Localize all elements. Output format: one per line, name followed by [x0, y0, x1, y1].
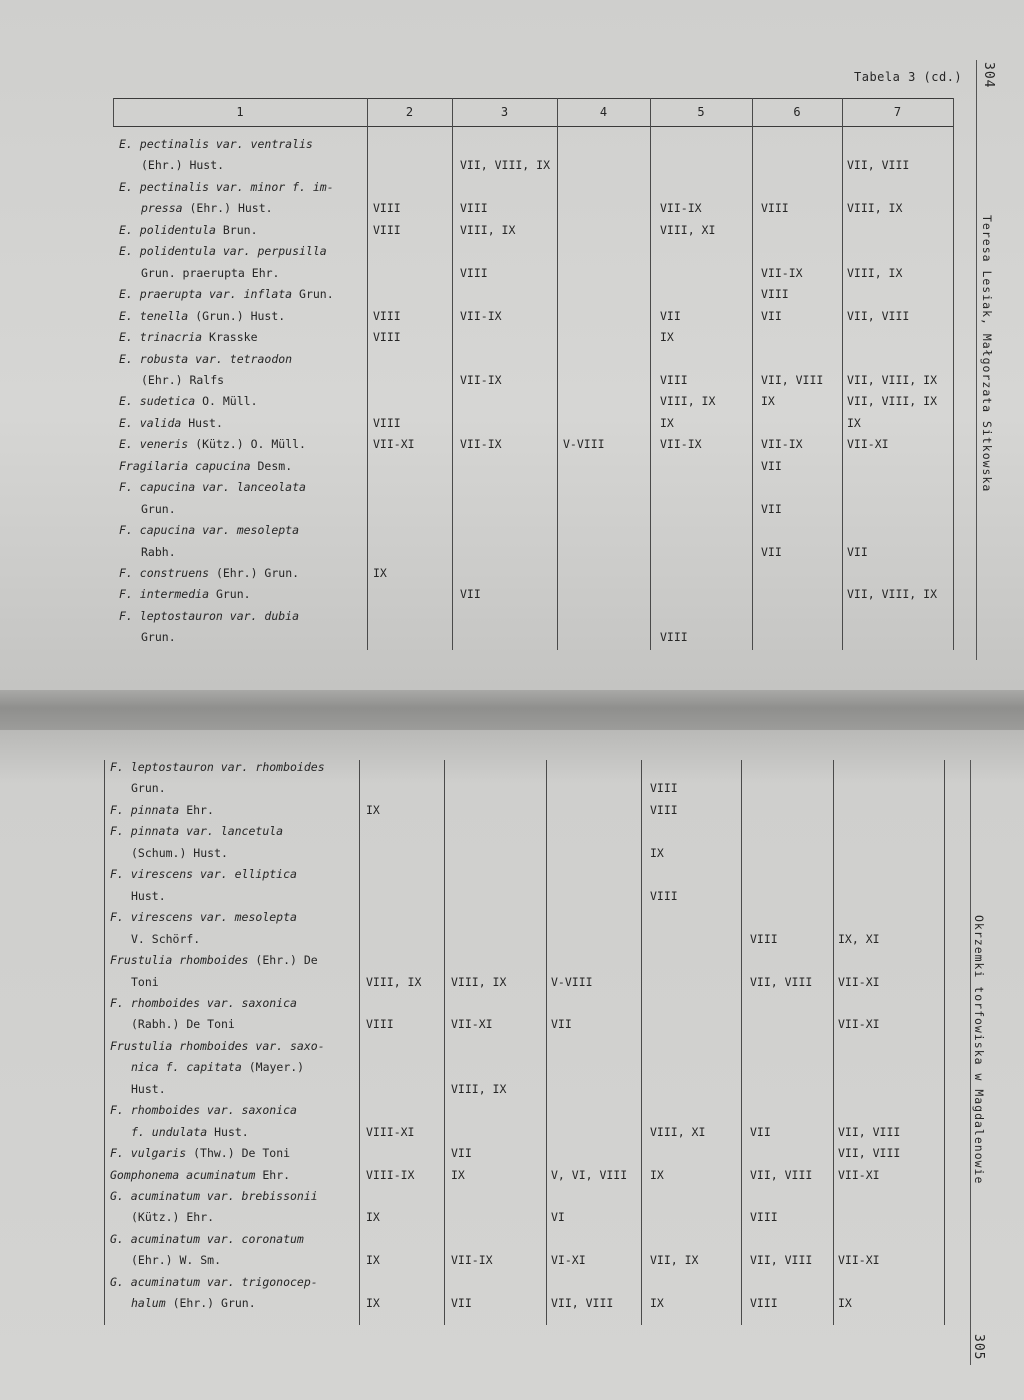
month-cell-col-3: VII	[451, 1296, 472, 1311]
month-cell-col-4: VII	[551, 1017, 572, 1032]
month-cell-col-6: VII	[761, 544, 782, 559]
table-row	[0, 220, 1024, 241]
taxon-species: Fragilaria capucina	[119, 458, 251, 473]
taxon-name	[131, 843, 228, 864]
taxon-name	[141, 542, 176, 563]
table-row	[0, 1057, 1024, 1078]
taxon-species: E. pectinalis var. minor f. im-	[119, 179, 334, 194]
table-row	[0, 327, 1024, 348]
taxon-author: Desm.	[257, 458, 293, 473]
taxon-name	[141, 155, 224, 176]
taxon-name	[110, 757, 325, 778]
taxon-species: E. trinacria	[119, 330, 203, 345]
taxon-author: (Ehr.) Hust.	[189, 201, 273, 216]
table-row	[0, 413, 1024, 434]
taxon-author: Grun.	[215, 587, 251, 602]
month-cell-col-5: VIII	[650, 781, 678, 796]
month-cell-col-5: IX	[650, 845, 664, 860]
page-number-305: 305	[971, 1334, 986, 1361]
taxon-author: (Kütz.) Ehr.	[131, 1210, 215, 1225]
taxon-species: F. vulgaris	[110, 1146, 187, 1161]
taxon-name	[119, 563, 299, 584]
month-cell-col-3: VII	[460, 587, 481, 602]
taxon-species: F. rhomboides var. saxonica	[110, 995, 297, 1010]
table-row	[0, 929, 1024, 950]
taxon-name	[110, 864, 297, 885]
taxon-species: E. valida	[119, 415, 182, 430]
taxon-species: F. virescens var. elliptica	[110, 867, 297, 882]
taxon-species: F. construens	[119, 566, 210, 580]
month-cell-col-7: VII-XI	[838, 1017, 880, 1032]
month-cell-col-6: VII-IX	[761, 437, 803, 452]
column-header-1: 1	[236, 105, 244, 119]
table-row	[0, 1143, 1024, 1164]
table-row	[0, 1014, 1024, 1035]
taxon-name	[131, 929, 200, 950]
taxon-species: pressa	[141, 201, 183, 216]
month-cell-col-2: VIII	[366, 1017, 394, 1032]
table-row	[0, 843, 1024, 864]
page-gutter	[0, 690, 1024, 730]
taxon-name	[141, 263, 279, 284]
table-row	[0, 1229, 1024, 1250]
month-cell-col-5: VIII, XI	[660, 222, 716, 237]
month-cell-col-4: V, VI, VIII	[551, 1167, 628, 1182]
table-row	[0, 907, 1024, 928]
taxon-species: G. acuminatum var. coronatum	[110, 1231, 304, 1246]
taxon-species: F. virescens var. mesolepta	[110, 910, 297, 925]
bottom-page	[0, 730, 1024, 1400]
month-cell-col-6: VII	[750, 1124, 771, 1139]
table-row	[0, 757, 1024, 778]
table-row	[0, 349, 1024, 370]
table-row	[0, 1272, 1024, 1293]
month-cell-col-2: VIII	[373, 415, 401, 430]
taxon-name	[119, 220, 258, 241]
taxon-name	[131, 1079, 166, 1100]
month-cell-col-2: VII-XI	[373, 437, 415, 452]
taxon-author: Hust.	[188, 415, 223, 430]
taxon-name	[141, 370, 224, 391]
table-row	[0, 1165, 1024, 1186]
month-cell-col-2: VIII, IX	[366, 974, 422, 989]
month-cell-col-7: VII-XI	[838, 1253, 880, 1268]
month-cell-col-7: VII, VIII, IX	[847, 394, 938, 409]
taxon-name	[119, 327, 258, 348]
month-cell-col-7: IX	[838, 1296, 852, 1311]
taxon-author: (Rabh.) De Toni	[131, 1017, 235, 1032]
month-cell-col-2: IX	[373, 566, 387, 580]
table-row	[0, 134, 1024, 155]
taxon-name	[131, 1057, 304, 1078]
column-header-7: 7	[893, 105, 902, 119]
month-cell-col-6: VII	[761, 458, 782, 473]
taxon-name	[110, 800, 214, 821]
taxon-name	[110, 950, 318, 971]
running-head-authors: Teresa Lesiak, Małgorzata Sitkowska	[980, 215, 994, 493]
taxon-name	[119, 584, 251, 605]
table-row	[0, 821, 1024, 842]
month-cell-col-5: VII, IX	[650, 1253, 699, 1268]
taxon-name	[131, 972, 159, 993]
month-cell-col-3: VII-XI	[451, 1017, 493, 1032]
month-cell-col-5: VIII	[650, 802, 678, 817]
month-cell-col-5: IX	[660, 415, 674, 430]
month-cell-col-4: VII, VIII	[551, 1296, 614, 1311]
taxon-author: (Ehr.) W. Sm.	[131, 1253, 222, 1268]
taxon-species: E. praerupta var. inflata	[119, 287, 293, 302]
month-cell-col-4: VI	[551, 1210, 565, 1225]
table-row	[0, 499, 1024, 520]
taxon-species: E. tenella	[119, 308, 189, 323]
taxon-name	[110, 821, 283, 842]
taxon-author: (Ehr.) Hust.	[141, 158, 225, 173]
taxon-author: Ehr.	[186, 802, 214, 817]
running-head-title: Okrzemki torfowiska w Magdalenowie	[972, 915, 986, 1185]
table-row	[0, 306, 1024, 327]
taxon-species: G. acuminatum var. brebissonii	[110, 1189, 318, 1203]
month-cell-col-6: IX	[761, 394, 775, 409]
month-cell-col-2: IX	[366, 1253, 380, 1268]
table-row	[0, 370, 1024, 391]
taxon-author: Hust.	[131, 1081, 166, 1096]
taxon-species: E. robusta var. tetraodon	[119, 351, 293, 366]
taxon-species: E. pectinalis var. ventralis	[119, 137, 313, 151]
taxon-name	[119, 477, 306, 498]
table-row	[0, 972, 1024, 993]
table-row	[0, 434, 1024, 455]
taxon-name	[119, 413, 223, 434]
month-cell-col-6: VII	[761, 501, 782, 516]
column-header-6: 6	[793, 105, 801, 119]
month-cell-col-3: VIII, IX	[451, 974, 507, 989]
taxon-name	[110, 1143, 290, 1164]
month-cell-col-3: VIII, IX	[451, 1081, 507, 1096]
month-cell-col-6: VIII	[750, 1296, 778, 1311]
taxon-author: O. Müll.	[202, 394, 258, 409]
taxon-name	[110, 1186, 318, 1207]
table-row	[0, 606, 1024, 627]
taxon-author: (Thw.) De Toni	[193, 1146, 291, 1161]
taxon-author: (Schum.) Hust.	[131, 845, 228, 860]
month-cell-col-7: VII-XI	[847, 437, 889, 452]
table-row	[0, 1293, 1024, 1314]
taxon-name	[119, 284, 334, 305]
taxon-author: (Ehr.) Grun.	[172, 1296, 256, 1311]
taxon-author: Hust.	[131, 888, 166, 903]
table-row	[0, 950, 1024, 971]
month-cell-col-2: VIII	[373, 201, 401, 216]
taxon-species: F. leptostauron var. dubia	[119, 608, 300, 623]
month-cell-col-6: VIII	[761, 201, 789, 216]
taxon-name	[110, 1036, 325, 1057]
month-cell-col-2: VIII-XI	[366, 1124, 415, 1139]
month-cell-col-5: VII	[660, 308, 681, 323]
taxon-author: V. Schörf.	[131, 931, 201, 946]
table-row	[0, 563, 1024, 584]
table-row	[0, 477, 1024, 498]
taxon-name	[119, 349, 292, 370]
taxon-author: Toni	[131, 974, 159, 989]
taxon-name	[119, 241, 327, 262]
month-cell-col-6: VII, VIII	[761, 372, 824, 387]
table-row	[0, 886, 1024, 907]
month-cell-col-2: VIII	[373, 308, 401, 323]
month-cell-col-3: VIII	[460, 201, 488, 216]
taxon-name	[119, 434, 306, 455]
month-cell-col-3: VII	[451, 1146, 472, 1161]
month-cell-col-6: VII	[761, 308, 782, 323]
taxon-author: Ehr.	[262, 1167, 291, 1182]
month-cell-col-3: VII-IX	[460, 308, 502, 323]
taxon-species: F. capucina var. lanceolata	[119, 480, 306, 495]
taxon-species: E. polidentula var. perpusilla	[119, 244, 327, 259]
table-row	[0, 1122, 1024, 1143]
taxon-name	[119, 456, 292, 477]
taxon-species: F. leptostauron var. rhomboides	[110, 760, 325, 774]
month-cell-col-7: IX, XI	[838, 931, 880, 946]
month-cell-col-4: VI-XI	[551, 1253, 586, 1268]
taxon-name	[119, 606, 299, 627]
month-cell-col-7: VII	[847, 544, 868, 559]
month-cell-col-7: VII-XI	[838, 974, 880, 989]
taxon-author: Grun.	[141, 501, 176, 516]
taxon-name	[119, 177, 334, 198]
month-cell-col-5: VIII	[660, 372, 688, 387]
taxon-author: (Kütz.) O. Müll.	[195, 437, 306, 452]
taxon-author: Grun. praerupta Ehr.	[141, 265, 280, 280]
taxon-author: (Ehr.) De	[255, 953, 318, 968]
taxon-name	[110, 1229, 304, 1250]
month-cell-col-7: VII, VIII	[838, 1146, 901, 1161]
month-cell-col-4: V-VIII	[563, 437, 605, 452]
table-row	[0, 456, 1024, 477]
taxon-author: (Ehr.) Ralfs	[141, 372, 225, 387]
month-cell-col-5: VIII, XI	[650, 1124, 706, 1139]
month-cell-col-3: VII-IX	[460, 372, 502, 387]
month-cell-col-3: VIII, IX	[460, 222, 516, 237]
month-cell-col-6: VIII	[750, 1210, 778, 1225]
table-row	[0, 778, 1024, 799]
month-cell-col-3: IX	[451, 1167, 465, 1182]
month-cell-col-2: VIII	[373, 222, 401, 237]
taxon-name	[131, 1122, 249, 1143]
table-row	[0, 391, 1024, 412]
taxon-author: Krasske	[209, 330, 258, 345]
taxon-species: E. polidentula	[119, 222, 216, 237]
month-cell-col-2: IX	[366, 1210, 380, 1225]
month-cell-col-2: IX	[366, 1296, 380, 1311]
month-cell-col-5: VIII	[660, 630, 688, 645]
taxon-name	[131, 1293, 256, 1314]
table-row	[0, 241, 1024, 262]
month-cell-col-5: VII-IX	[660, 437, 702, 452]
taxon-name	[131, 1250, 221, 1271]
taxon-name	[110, 1165, 290, 1186]
taxon-name	[131, 1014, 235, 1035]
table-row	[0, 1079, 1024, 1100]
taxon-name	[119, 306, 285, 327]
month-cell-col-6: VIII	[761, 287, 789, 302]
taxon-species: F. intermedia	[119, 587, 210, 602]
table-row	[0, 1250, 1024, 1271]
taxon-author: (Ehr.) Grun.	[215, 566, 300, 580]
taxon-name	[110, 907, 297, 928]
month-cell-col-5: IX	[660, 330, 674, 345]
page-number-304: 304	[981, 62, 996, 89]
table-row	[0, 993, 1024, 1014]
month-cell-col-3: VII-IX	[460, 437, 502, 452]
month-cell-col-6: VII, VIII	[750, 974, 813, 989]
taxon-name	[110, 1272, 318, 1293]
column-header-2: 2	[405, 105, 414, 119]
taxon-name	[119, 134, 313, 155]
month-cell-col-7: VIII, IX	[847, 265, 903, 280]
month-cell-col-7: VII-XI	[838, 1167, 880, 1182]
month-cell-col-6: VIII	[750, 931, 778, 946]
month-cell-col-7: VII, VIII, IX	[847, 372, 938, 387]
month-cell-col-7: VII, VIII	[847, 158, 910, 173]
taxon-species: G. acuminatum var. trigonocep-	[110, 1274, 318, 1289]
month-cell-col-3: VII-IX	[451, 1253, 493, 1268]
taxon-author: Grun.	[141, 630, 176, 645]
taxon-name	[131, 1207, 214, 1228]
month-cell-col-6: VII, VIII	[750, 1253, 813, 1268]
taxon-author: Grun.	[131, 781, 166, 796]
table-top-rule	[113, 98, 953, 99]
taxon-name	[110, 1100, 297, 1121]
month-cell-col-5: IX	[650, 1296, 664, 1311]
taxon-species: Gomphonema acuminatum	[110, 1167, 256, 1182]
column-header-3: 3	[500, 105, 509, 119]
month-cell-col-5: VIII	[650, 888, 678, 903]
table-row	[0, 177, 1024, 198]
taxon-name	[119, 520, 299, 541]
table-row	[0, 627, 1024, 648]
month-cell-col-5: VII-IX	[660, 201, 702, 216]
taxon-name	[119, 391, 258, 412]
table-row	[0, 198, 1024, 219]
column-header-4: 4	[599, 105, 608, 119]
table-row	[0, 284, 1024, 305]
table-row	[0, 584, 1024, 605]
taxon-species: halum	[131, 1296, 166, 1311]
taxon-name	[110, 993, 297, 1014]
taxon-species: F. pinnata var. lancetula	[110, 824, 284, 839]
month-cell-col-4: V-VIII	[551, 974, 593, 989]
month-cell-col-7: VII, VIII	[838, 1124, 901, 1139]
table-row	[0, 1036, 1024, 1057]
taxon-species: Frustulia rhomboides var. saxo-	[110, 1038, 325, 1053]
month-cell-col-7: VII, VIII, IX	[847, 587, 938, 602]
month-cell-col-7: VII, VIII	[847, 308, 910, 323]
taxon-name	[131, 886, 166, 907]
taxon-species: F. pinnata	[110, 802, 180, 817]
taxon-species: nica f. capitata	[131, 1060, 242, 1075]
taxon-species: f. undulata	[131, 1124, 208, 1139]
taxon-species: E. veneris	[119, 437, 189, 452]
table-row	[0, 1207, 1024, 1228]
month-cell-col-3: VIII	[460, 265, 488, 280]
taxon-name	[141, 198, 273, 219]
month-cell-col-2: IX	[366, 802, 380, 817]
month-cell-col-5: VIII, IX	[660, 394, 716, 409]
taxon-species: E. sudetica	[119, 394, 196, 409]
taxon-name	[141, 499, 176, 520]
month-cell-col-6: VII-IX	[761, 265, 803, 280]
table-row	[0, 864, 1024, 885]
taxon-author: (Grun.) Hust.	[195, 308, 286, 323]
month-cell-col-2: VIII	[373, 330, 401, 345]
month-cell-col-2: VIII-IX	[366, 1167, 415, 1182]
taxon-author: Hust.	[214, 1124, 249, 1139]
table-row	[0, 1186, 1024, 1207]
table-row	[0, 800, 1024, 821]
table-title: Tabela 3 (cd.)	[854, 70, 963, 84]
month-cell-col-7: VIII, IX	[847, 201, 903, 216]
month-cell-col-3: VII, VIII, IX	[460, 158, 551, 173]
month-cell-col-5: IX	[650, 1167, 664, 1182]
taxon-name	[131, 778, 166, 799]
column-header-5: 5	[697, 105, 705, 119]
taxon-species: F. capucina var. mesolepta	[119, 523, 300, 538]
top-page	[0, 0, 1024, 690]
table-row	[0, 263, 1024, 284]
taxon-author: (Mayer.)	[248, 1060, 305, 1075]
taxon-species: F. rhomboides var. saxonica	[110, 1103, 297, 1118]
taxon-author: Rabh.	[141, 544, 176, 559]
table-row	[0, 542, 1024, 563]
taxon-name	[141, 627, 176, 648]
table-row	[0, 155, 1024, 176]
month-cell-col-7: IX	[847, 415, 861, 430]
table-row	[0, 1100, 1024, 1121]
table-header-rule	[113, 126, 953, 127]
taxon-species: Frustulia rhomboides	[110, 953, 249, 968]
taxon-author: Brun.	[222, 222, 258, 237]
table-row	[0, 520, 1024, 541]
month-cell-col-6: VII, VIII	[750, 1167, 813, 1182]
taxon-author: Grun.	[299, 287, 334, 302]
